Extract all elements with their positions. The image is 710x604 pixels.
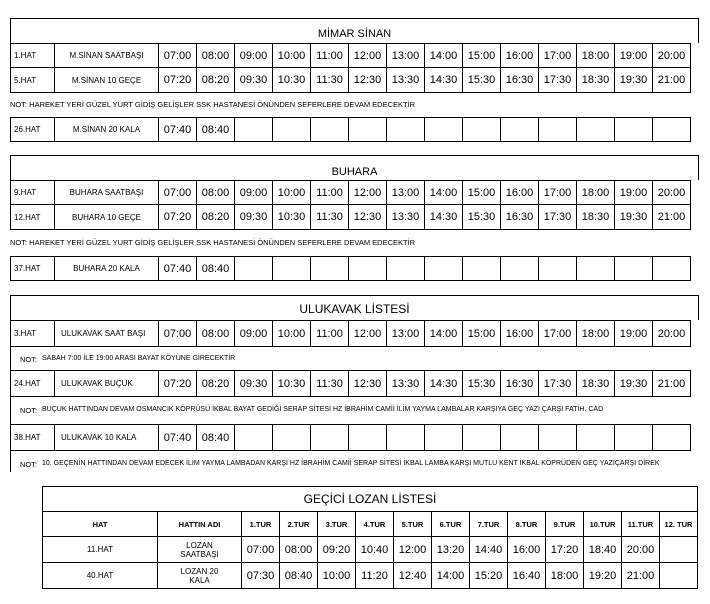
- column-header: 7.TUR: [470, 512, 508, 537]
- departure-time: 16:00: [508, 537, 546, 563]
- departure-time: 20:00: [653, 321, 691, 347]
- line-number: 9.HAT: [11, 181, 55, 205]
- departure-time: [653, 257, 691, 281]
- departure-time: 21:00: [653, 371, 691, 397]
- departure-time: [501, 118, 539, 142]
- departure-time: 09:00: [235, 181, 273, 205]
- ulukavak-note-1-label: NOT:: [20, 355, 38, 364]
- departure-time: 08:00: [197, 321, 235, 347]
- line-name: [158, 563, 242, 589]
- departure-time: 17:00: [539, 181, 577, 205]
- mimar-sinan-header: [10, 18, 699, 43]
- departure-time: 21:00: [622, 563, 660, 589]
- departure-time: 09:30: [235, 205, 273, 230]
- departure-time: [615, 257, 653, 281]
- buhara-header: [10, 155, 699, 180]
- departure-time: [653, 425, 691, 451]
- departure-time: 21:00: [653, 205, 691, 230]
- line-name: ULUKAVAK BUÇUK: [55, 371, 159, 397]
- departure-time: 12:00: [349, 321, 387, 347]
- table-row: [11, 181, 691, 205]
- table-row: [11, 257, 691, 281]
- line-number: 37.HAT: [11, 257, 55, 281]
- departure-time: 15:00: [463, 44, 501, 68]
- departure-time: 19:00: [615, 181, 653, 205]
- departure-time: 15:00: [463, 321, 501, 347]
- line-number: 5.HAT: [11, 68, 55, 93]
- departure-time: 11:00: [311, 44, 349, 68]
- departure-time: [463, 425, 501, 451]
- lozan-title: GEÇİCİ LOZAN LİSTESİ: [43, 487, 698, 512]
- departure-time: 13:00: [387, 44, 425, 68]
- departure-time: 18:30: [577, 205, 615, 230]
- column-header: 4.TUR: [356, 512, 394, 537]
- line-number: 12.HAT: [11, 205, 55, 230]
- departure-time: 07:20: [159, 371, 197, 397]
- departure-time: 09:30: [235, 371, 273, 397]
- departure-time: 14:00: [425, 181, 463, 205]
- lozan-title-row: [43, 487, 698, 512]
- departure-time: 10:40: [356, 537, 394, 563]
- departure-time: [387, 118, 425, 142]
- departure-time: 08:20: [197, 205, 235, 230]
- departure-time: 20:00: [653, 181, 691, 205]
- mimar-sinan-table: [10, 43, 691, 93]
- column-header: 8.TUR: [508, 512, 546, 537]
- departure-time: [349, 257, 387, 281]
- lozan-table: [42, 486, 698, 589]
- departure-time: [311, 425, 349, 451]
- departure-time: 17:20: [546, 537, 584, 563]
- departure-time: 20:00: [653, 44, 691, 68]
- table-row: [11, 118, 691, 142]
- departure-time: 14:00: [425, 44, 463, 68]
- departure-time: [235, 118, 273, 142]
- departure-time: 15:30: [463, 205, 501, 230]
- departure-time: [387, 425, 425, 451]
- column-header: 6.TUR: [432, 512, 470, 537]
- departure-time: 08:40: [197, 118, 235, 142]
- departure-time: 07:00: [159, 44, 197, 68]
- line-number: 38.HAT: [11, 425, 55, 451]
- departure-time: 13:00: [387, 321, 425, 347]
- departure-time: [660, 537, 698, 563]
- departure-time: [349, 118, 387, 142]
- departure-time: [273, 257, 311, 281]
- departure-time: [463, 118, 501, 142]
- mimar-sinan-extra-table: [10, 117, 691, 142]
- departure-time: 11:30: [311, 205, 349, 230]
- departure-time: 12:30: [349, 371, 387, 397]
- departure-time: 07:20: [159, 205, 197, 230]
- line-name: M.SİNAN 10 GEÇE: [55, 68, 159, 93]
- departure-time: 08:40: [280, 563, 318, 589]
- departure-time: [349, 425, 387, 451]
- departure-time: 08:20: [197, 68, 235, 93]
- departure-time: 09:30: [235, 68, 273, 93]
- departure-time: 18:00: [546, 563, 584, 589]
- table-row: [11, 44, 691, 68]
- line-name-part-1: LOZAN: [186, 540, 213, 550]
- departure-time: 13:30: [387, 371, 425, 397]
- ulukavak-note-2-label: NOT:: [20, 406, 38, 415]
- departure-time: [311, 118, 349, 142]
- departure-time: 08:00: [197, 181, 235, 205]
- buhara-note: NOT: HAREKET YERİ GÜZEL YURT GİDİŞ GELİŞLER SSK HASTANESİ ÖNÜNDEN SEFERLERE DEVAM EDECEKTİR: [10, 238, 416, 247]
- departure-time: 08:20: [197, 371, 235, 397]
- line-number: 11.HAT: [43, 537, 158, 563]
- departure-time: 14:00: [432, 563, 470, 589]
- departure-time: [235, 425, 273, 451]
- table-row: [43, 537, 698, 563]
- departure-time: 11:00: [311, 181, 349, 205]
- departure-time: 15:00: [463, 181, 501, 205]
- column-header: 11.TUR: [622, 512, 660, 537]
- column-header: 1.TUR: [242, 512, 280, 537]
- ulukavak-note-2: BUÇUK HATTINDAN DEVAM OSMANCIK KÖPRÜSÜ İKBAL BAYAT GEDİĞİ SERAP SİTESİ HZ İBRAHİM CAMİİ İLİM YAYMA LAMBALAR KARŞIYA GEÇ YAZI ÇARŞI FATİH. CAD: [42, 406, 604, 413]
- departure-time: [311, 257, 349, 281]
- line-number: 26.HAT: [11, 118, 55, 142]
- departure-time: 18:30: [577, 68, 615, 93]
- departure-time: 11:00: [311, 321, 349, 347]
- line-number: 1.HAT: [11, 44, 55, 68]
- departure-time: 19:30: [615, 371, 653, 397]
- departure-time: 07:40: [159, 425, 197, 451]
- departure-time: 07:00: [159, 181, 197, 205]
- departure-time: [653, 118, 691, 142]
- departure-time: 07:30: [242, 563, 280, 589]
- departure-time: 18:30: [577, 371, 615, 397]
- departure-time: 14:30: [425, 68, 463, 93]
- departure-time: 18:00: [577, 181, 615, 205]
- departure-time: 16:30: [501, 68, 539, 93]
- departure-time: 11:30: [311, 371, 349, 397]
- departure-time: 17:30: [539, 371, 577, 397]
- table-row: [11, 321, 691, 347]
- line-name: ULUKAVAK 10 KALA: [55, 425, 159, 451]
- column-header: 3.TUR: [318, 512, 356, 537]
- departure-time: 10:30: [273, 205, 311, 230]
- ulukavak-table-3: [10, 424, 691, 451]
- departure-time: 19:30: [615, 68, 653, 93]
- departure-time: 10:00: [273, 44, 311, 68]
- column-header: HATTIN ADI: [158, 512, 242, 537]
- departure-time: 16:40: [508, 563, 546, 589]
- departure-time: 12:40: [394, 563, 432, 589]
- departure-time: 15:20: [470, 563, 508, 589]
- departure-time: 09:00: [235, 44, 273, 68]
- departure-time: 07:20: [159, 68, 197, 93]
- departure-time: 13:30: [387, 68, 425, 93]
- lozan-header-row: [43, 512, 698, 537]
- line-name: [158, 537, 242, 563]
- departure-time: 12:00: [349, 181, 387, 205]
- departure-time: [615, 118, 653, 142]
- departure-time: 17:00: [539, 44, 577, 68]
- departure-time: 08:00: [280, 537, 318, 563]
- mimar-sinan-note: NOT: HAREKET YERİ GÜZEL YURT GİDİŞ GELİŞLER SSK HASTANESİ ÖNÜNDEN SEFERLERE DEVAM EDECEKTİR: [10, 100, 416, 109]
- section-title: ULUKAVAK LİSTESİ: [299, 302, 410, 316]
- line-name: BUHARA SAATBAŞI: [55, 181, 159, 205]
- line-name: BUHARA 10 GEÇE: [55, 205, 159, 230]
- departure-time: 17:30: [539, 68, 577, 93]
- departure-time: 11:30: [311, 68, 349, 93]
- table-row: [11, 205, 691, 230]
- departure-time: 15:30: [463, 371, 501, 397]
- ulukavak-table-1: [10, 320, 691, 347]
- column-header: 2.TUR: [280, 512, 318, 537]
- column-header: 9.TUR: [546, 512, 584, 537]
- line-name-part-1: LOZAN 20: [180, 566, 219, 576]
- departure-time: 10:30: [273, 68, 311, 93]
- departure-time: 07:40: [159, 118, 197, 142]
- table-row: [43, 563, 698, 589]
- departure-time: [273, 425, 311, 451]
- ulukavak-note-3-label: NOT:: [20, 460, 38, 469]
- departure-time: 19:00: [615, 44, 653, 68]
- departure-time: [615, 425, 653, 451]
- departure-time: [425, 118, 463, 142]
- line-name: M.SİNAN 20 KALA: [55, 118, 159, 142]
- departure-time: 07:40: [159, 257, 197, 281]
- departure-time: [539, 257, 577, 281]
- section-title: MİMAR SİNAN: [317, 28, 392, 40]
- departure-time: 18:40: [584, 537, 622, 563]
- departure-time: [235, 257, 273, 281]
- buhara-extra-table: [10, 256, 691, 281]
- departure-time: 12:00: [394, 537, 432, 563]
- line-name-part-2: SAATBAŞI: [180, 549, 219, 559]
- departure-time: 10:30: [273, 371, 311, 397]
- departure-time: 13:30: [387, 205, 425, 230]
- column-header: HAT: [43, 512, 158, 537]
- buhara-table: [10, 180, 691, 230]
- departure-time: 14:40: [470, 537, 508, 563]
- column-header: 5.TUR: [394, 512, 432, 537]
- line-name: BUHARA 20 KALA: [55, 257, 159, 281]
- departure-time: [577, 118, 615, 142]
- ulukavak-table-2: [10, 370, 691, 397]
- departure-time: 20:00: [622, 537, 660, 563]
- ulukavak-header: [10, 295, 699, 320]
- departure-time: 09:20: [318, 537, 356, 563]
- departure-time: 21:00: [653, 68, 691, 93]
- departure-time: [425, 257, 463, 281]
- departure-time: 14:30: [425, 371, 463, 397]
- departure-time: 16:30: [501, 205, 539, 230]
- column-header: 12. TUR: [660, 512, 698, 537]
- departure-time: [501, 257, 539, 281]
- departure-time: 16:30: [501, 371, 539, 397]
- ulukavak-note-1: SABAH 7:00 İLE 19:00 ARASI BAYAT KÖYÜNE GİRECEKTİR: [42, 355, 236, 362]
- departure-time: [501, 425, 539, 451]
- section-title: BUHARA: [331, 166, 378, 178]
- departure-time: [539, 118, 577, 142]
- departure-time: 14:00: [425, 321, 463, 347]
- departure-time: 10:00: [318, 563, 356, 589]
- table-row: [11, 68, 691, 93]
- departure-time: 19:00: [615, 321, 653, 347]
- column-header: 10.TUR: [584, 512, 622, 537]
- departure-time: 16:00: [501, 321, 539, 347]
- departure-time: 10:00: [273, 181, 311, 205]
- line-name: M.SİNAN SAATBAŞI: [55, 44, 159, 68]
- departure-time: 12:00: [349, 44, 387, 68]
- departure-time: 11:20: [356, 563, 394, 589]
- departure-time: 19:20: [584, 563, 622, 589]
- departure-time: 08:40: [197, 425, 235, 451]
- departure-time: 08:40: [197, 257, 235, 281]
- departure-time: 07:00: [242, 537, 280, 563]
- departure-time: 14:30: [425, 205, 463, 230]
- line-number: 3.HAT: [11, 321, 55, 347]
- line-number: 24.HAT: [11, 371, 55, 397]
- line-number: 40.HAT: [43, 563, 158, 589]
- departure-time: 12:30: [349, 68, 387, 93]
- departure-time: 13:00: [387, 181, 425, 205]
- departure-time: [273, 118, 311, 142]
- departure-time: [387, 257, 425, 281]
- departure-time: 18:00: [577, 321, 615, 347]
- line-name-part-2: KALA: [189, 575, 210, 585]
- table-row: [11, 371, 691, 397]
- departure-time: [577, 425, 615, 451]
- departure-time: [539, 425, 577, 451]
- departure-time: 10:00: [273, 321, 311, 347]
- departure-time: [425, 425, 463, 451]
- departure-time: [660, 563, 698, 589]
- departure-time: 15:30: [463, 68, 501, 93]
- departure-time: [463, 257, 501, 281]
- departure-time: 17:30: [539, 205, 577, 230]
- table-row: [11, 425, 691, 451]
- departure-time: 19:30: [615, 205, 653, 230]
- departure-time: 09:00: [235, 321, 273, 347]
- departure-time: 17:00: [539, 321, 577, 347]
- departure-time: 13:20: [432, 537, 470, 563]
- departure-time: 08:00: [197, 44, 235, 68]
- departure-time: 16:00: [501, 181, 539, 205]
- departure-time: [577, 257, 615, 281]
- line-name: ULUKAVAK SAAT BAŞI: [55, 321, 159, 347]
- departure-time: 18:00: [577, 44, 615, 68]
- departure-time: 07:00: [159, 321, 197, 347]
- departure-time: 12:30: [349, 205, 387, 230]
- ulukavak-note-3: 10. GEÇENİN HATTINDAN DEVAM EDECEK İLİM YAYMA LAMBADAN KARŞI HZ İBRAHİM CAMİİ SERAP SİTESİ İKBAL LAMBA KARŞI MUTLU KENT İKBAL KÖPRÜDEN GEÇ YAZIÇARŞI DİREK: [42, 460, 660, 467]
- departure-time: 16:00: [501, 44, 539, 68]
